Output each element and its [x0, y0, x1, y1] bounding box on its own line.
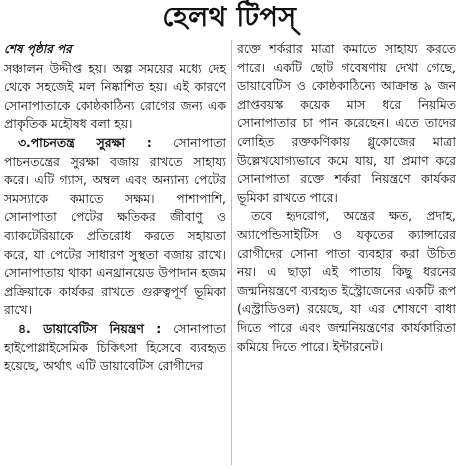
caution-paragraph: তবে হৃদরোগ, অন্ত্রের ক্ষত, প্রদাহ, অ্যাপেন্ডিসাইটিস ও যকৃতের ক্যান্সারের রোগীদের সোনা পাতা ব্যবহার করা উচিত নয়। এ ছাড়া এই পাতায় কিছু ধরনের জন্মনিয়ন্ত্রণে ব্যবহৃত ইস্ট্রোজেনের একটি রূপ (এস্ট্রাডিওল) রয়েছে, যা এর শোষণে বাধা দিতে পারে এবং জন্মনিয়ন্ত্রণের কার্যকারিতা কমিয়ে দিতে পারে। ইন্টারনেট।: [237, 208, 456, 354]
section-3-paragraph: [4, 134, 226, 320]
diabetes-study-paragraph: রক্তে শর্করার মাত্রা কমাতে সাহায্য করতে পারে। একটি ছোট গবেষণায় দেখা গেছে, ডায়াবেটিস ও কোষ্ঠকাঠিন্যে আক্রান্ত ৯ জন প্রাপ্তবয়স্ক কয়েক মাস ধরে নিয়মিত সোনাপাতার চা পান করেছেন। এতে তাদের লোহিত রক্তকণিকায় গ্লুকোজের মাত্রা উল্লেখযোগ্যভাবে কমে যায়, যা প্রমাণ করে সোনাপাতা রক্তে শর্করা নিয়ন্ত্রণে কার্যকর ভূমিকা রাখতে পারে।: [237, 41, 456, 205]
continued-from-kicker: শেষ পৃষ্ঠার পর: [4, 42, 72, 56]
column-divider: [231, 40, 232, 465]
intro-paragraph: সঞ্চালন উদ্দীপ্ত হয়। অল্প সময়ের মধ্যে দেহ থেকে সহজেই মল নিষ্কাশিত হয়। এই কারণে সোনাপাতাকে কোষ্ঠকাঠিন্য রোগের জন্য এক প্রাকৃতিক মহৌষধ বলা হয়।: [4, 60, 226, 132]
headline: হেলথ টিপস্: [162, 2, 297, 33]
section-3-body: সোনাপাতা পাচনতন্ত্রের সুরক্ষা বজায় রাখতে সাহায্য করে। এটি গ্যাস, অম্বল এবং অন্যান্য পেটের সমস্যাকে কমাতে সক্ষম। পাশাপাশি, সোনাপাতা পেটের ক্ষতিকর জীবাণু ও ব্যাকটেরিয়াকে প্রতিরোধ করতে সহায়তা করে, যা পেটের সাধারণ সুস্থতা বজায় রাখে। সোনাপাতায় থাকা এনথ্রানয়েড উপাদান হজম প্রক্রিয়াকে কার্যকর রাখতে গুরুত্বপূর্ণ ভূমিকা রাখে।: [4, 134, 226, 318]
article-column-left: [4, 40, 226, 466]
section-4-heading: ৪. ডায়াবেটিস নিয়ন্ত্রণ :: [18, 320, 162, 336]
article-column-right: [237, 40, 456, 466]
section-4-paragraph: [4, 320, 226, 376]
section-4-body: সোনাপাতা হাইপোগ্লাইসেমিক চিকিৎসা হিসেবে ব্যবহৃত হয়েছে, অর্থাৎ এটি ডায়াবেটিস রোগীদের: [4, 320, 226, 374]
section-3-heading: ৩.পাচনতন্ত্র সুরক্ষা :: [18, 134, 152, 150]
